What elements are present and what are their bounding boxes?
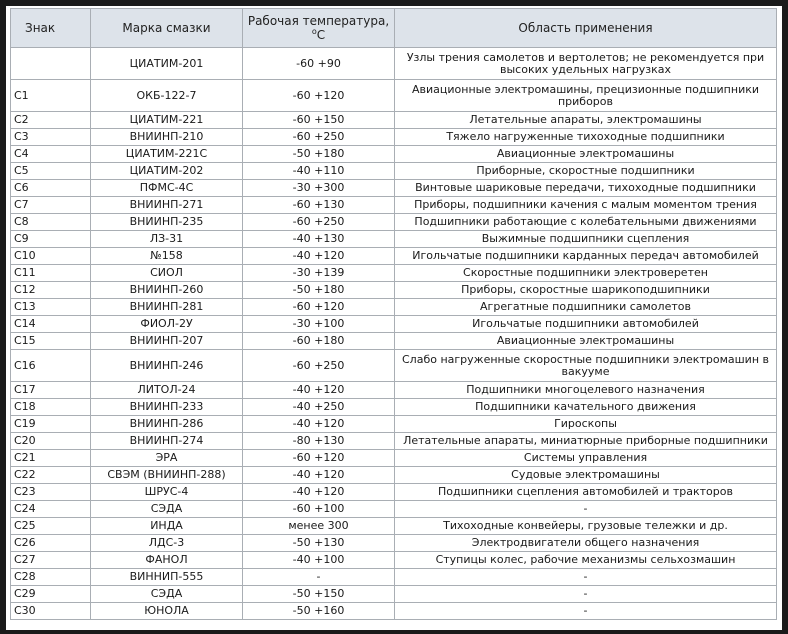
cell-application-area: Игольчатые подшипники карданных передач автомобилей <box>395 248 777 265</box>
cell-sign: С4 <box>11 146 91 163</box>
cell-sign: С28 <box>11 569 91 586</box>
table-row <box>11 501 777 518</box>
cell-brand: ВНИИНП-274 <box>91 433 243 450</box>
cell-sign: С1 <box>11 80 91 112</box>
cell-application-area: Авиационные электромашины <box>395 333 777 350</box>
table-row <box>11 197 777 214</box>
table-row <box>11 450 777 467</box>
cell-sign: С2 <box>11 112 91 129</box>
cell-temperature: -60 +250 <box>243 350 395 382</box>
cell-brand: СИОЛ <box>91 265 243 282</box>
cell-brand: ИНДА <box>91 518 243 535</box>
cell-brand: ЦИАТИМ-201 <box>91 48 243 80</box>
cell-temperature: -60 +120 <box>243 450 395 467</box>
cell-brand: ЦИАТИМ-221С <box>91 146 243 163</box>
cell-sign: С26 <box>11 535 91 552</box>
cell-sign: С13 <box>11 299 91 316</box>
cell-sign: С20 <box>11 433 91 450</box>
header-temperature-label: Рабочая температура, <box>247 14 390 28</box>
cell-temperature: -30 +300 <box>243 180 395 197</box>
cell-temperature: -40 +120 <box>243 382 395 399</box>
cell-sign: С11 <box>11 265 91 282</box>
cell-sign: С7 <box>11 197 91 214</box>
cell-temperature: -50 +180 <box>243 146 395 163</box>
table-row <box>11 282 777 299</box>
cell-sign: С27 <box>11 552 91 569</box>
table-row <box>11 382 777 399</box>
header-application-area: Область применения <box>395 9 777 48</box>
cell-temperature: -40 +120 <box>243 248 395 265</box>
cell-application-area: Игольчатые подшипники автомобилей <box>395 316 777 333</box>
cell-temperature: -60 +250 <box>243 129 395 146</box>
cell-brand: ВНИИНП-246 <box>91 350 243 382</box>
cell-brand: СВЭМ (ВНИИНП-288) <box>91 467 243 484</box>
cell-application-area: Выжимные подшипники сцепления <box>395 231 777 248</box>
cell-application-area: Подшипники многоцелевого назначения <box>395 382 777 399</box>
cell-temperature: -60 +180 <box>243 333 395 350</box>
cell-brand: ВНИИНП-260 <box>91 282 243 299</box>
table-row <box>11 586 777 603</box>
table-row <box>11 214 777 231</box>
table-row <box>11 80 777 112</box>
cell-brand: ВИННИП-555 <box>91 569 243 586</box>
cell-brand: ЛДС-3 <box>91 535 243 552</box>
cell-temperature: -40 +110 <box>243 163 395 180</box>
cell-temperature: -60 +150 <box>243 112 395 129</box>
cell-temperature: -80 +130 <box>243 433 395 450</box>
cell-application-area: - <box>395 586 777 603</box>
cell-temperature: -60 +250 <box>243 214 395 231</box>
cell-brand: СЭДА <box>91 586 243 603</box>
cell-sign: С6 <box>11 180 91 197</box>
table-row <box>11 48 777 80</box>
table-row <box>11 129 777 146</box>
table-row <box>11 399 777 416</box>
table-row <box>11 467 777 484</box>
cell-brand: ЮНОЛА <box>91 603 243 620</box>
cell-sign: С30 <box>11 603 91 620</box>
cell-temperature: - <box>243 569 395 586</box>
table-row <box>11 433 777 450</box>
cell-application-area: Авиационные электромашины <box>395 146 777 163</box>
cell-sign: С25 <box>11 518 91 535</box>
header-brand: Марка смазки <box>91 9 243 48</box>
table-row <box>11 518 777 535</box>
cell-brand: ЭРА <box>91 450 243 467</box>
table-row <box>11 350 777 382</box>
cell-sign: С15 <box>11 333 91 350</box>
header-temperature <box>243 9 395 48</box>
cell-sign: С9 <box>11 231 91 248</box>
cell-brand: ОКБ-122-7 <box>91 80 243 112</box>
table-row <box>11 180 777 197</box>
cell-sign: С12 <box>11 282 91 299</box>
table-row <box>11 484 777 501</box>
cell-application-area: Летательные апараты, электромашины <box>395 112 777 129</box>
table-row <box>11 112 777 129</box>
cell-application-area: Агрегатные подшипники самолетов <box>395 299 777 316</box>
cell-application-area: Приборы, скоростные шарикоподшипники <box>395 282 777 299</box>
header-sign: Знак <box>11 9 91 48</box>
cell-sign: С24 <box>11 501 91 518</box>
cell-brand: ВНИИНП-235 <box>91 214 243 231</box>
cell-temperature: -40 +250 <box>243 399 395 416</box>
cell-brand: №158 <box>91 248 243 265</box>
table-row <box>11 535 777 552</box>
cell-sign: С17 <box>11 382 91 399</box>
cell-sign: С5 <box>11 163 91 180</box>
cell-temperature: -40 +120 <box>243 416 395 433</box>
cell-application-area: Приборные, скоростные подшипники <box>395 163 777 180</box>
cell-sign: С21 <box>11 450 91 467</box>
cell-temperature: -50 +150 <box>243 586 395 603</box>
cell-brand: ШРУС-4 <box>91 484 243 501</box>
cell-brand: ВНИИНП-210 <box>91 129 243 146</box>
cell-brand: ЦИАТИМ-202 <box>91 163 243 180</box>
cell-application-area: - <box>395 501 777 518</box>
table-row <box>11 316 777 333</box>
grease-table <box>10 8 777 620</box>
cell-brand: ЛЗ-31 <box>91 231 243 248</box>
cell-application-area: Узлы трения самолетов и вертолетов; не рекомендуется при высоких удельных нагрузках <box>395 48 777 80</box>
cell-sign: С29 <box>11 586 91 603</box>
cell-application-area: Подшипники работающие с колебательными движениями <box>395 214 777 231</box>
cell-brand: ВНИИНП-233 <box>91 399 243 416</box>
table-row <box>11 333 777 350</box>
cell-application-area: Летательные апараты, миниатюрные приборные подшипники <box>395 433 777 450</box>
table-row <box>11 265 777 282</box>
cell-brand: ФАНОЛ <box>91 552 243 569</box>
cell-sign: С16 <box>11 350 91 382</box>
cell-temperature: -30 +100 <box>243 316 395 333</box>
header-temperature-unit: С <box>316 28 326 42</box>
cell-brand: СЭДА <box>91 501 243 518</box>
cell-brand: ВНИИНП-271 <box>91 197 243 214</box>
cell-temperature: -50 +130 <box>243 535 395 552</box>
cell-sign: С22 <box>11 467 91 484</box>
cell-sign: С14 <box>11 316 91 333</box>
table-row <box>11 416 777 433</box>
cell-application-area: Гироскопы <box>395 416 777 433</box>
cell-temperature: менее 300 <box>243 518 395 535</box>
cell-sign: С18 <box>11 399 91 416</box>
cell-temperature: -30 +139 <box>243 265 395 282</box>
cell-brand: ФИОЛ-2У <box>91 316 243 333</box>
table-row <box>11 146 777 163</box>
header-temperature-degree: о <box>311 27 317 36</box>
cell-sign: С19 <box>11 416 91 433</box>
cell-brand: ЦИАТИМ-221 <box>91 112 243 129</box>
cell-temperature: -50 +180 <box>243 282 395 299</box>
cell-application-area: Электродвигатели общего назначения <box>395 535 777 552</box>
cell-application-area: Подшипники сцепления автомобилей и тракторов <box>395 484 777 501</box>
table-row <box>11 248 777 265</box>
cell-temperature: -60 +120 <box>243 80 395 112</box>
cell-application-area: Подшипники качательного движения <box>395 399 777 416</box>
cell-brand: ПФМС-4С <box>91 180 243 197</box>
cell-application-area: Винтовые шариковые передачи, тихоходные подшипники <box>395 180 777 197</box>
table-row <box>11 569 777 586</box>
cell-application-area: Авиационные электромашины, прецизионные подшипники приборов <box>395 80 777 112</box>
cell-brand: ВНИИНП-286 <box>91 416 243 433</box>
cell-application-area: - <box>395 569 777 586</box>
cell-temperature: -60 +100 <box>243 501 395 518</box>
table-row <box>11 552 777 569</box>
cell-application-area: Судовые электромашины <box>395 467 777 484</box>
table-row <box>11 163 777 180</box>
cell-sign: С3 <box>11 129 91 146</box>
cell-application-area: Слабо нагруженные скоростные подшипники электромашин в вакууме <box>395 350 777 382</box>
cell-application-area: Приборы, подшипники качения с малым моментом трения <box>395 197 777 214</box>
cell-application-area: - <box>395 603 777 620</box>
cell-temperature: -60 +130 <box>243 197 395 214</box>
cell-application-area: Ступицы колес, рабочие механизмы сельхозмашин <box>395 552 777 569</box>
cell-temperature: -40 +120 <box>243 467 395 484</box>
cell-temperature: -60 +90 <box>243 48 395 80</box>
cell-temperature: -60 +120 <box>243 299 395 316</box>
cell-brand: ЛИТОЛ-24 <box>91 382 243 399</box>
cell-temperature: -40 +100 <box>243 552 395 569</box>
cell-application-area: Тихоходные конвейеры, грузовые тележки и др. <box>395 518 777 535</box>
cell-temperature: -40 +130 <box>243 231 395 248</box>
cell-temperature: -40 +120 <box>243 484 395 501</box>
cell-sign: С23 <box>11 484 91 501</box>
cell-sign <box>11 48 91 80</box>
cell-temperature: -50 +160 <box>243 603 395 620</box>
cell-sign: С10 <box>11 248 91 265</box>
cell-application-area: Скоростные подшипники электроверетен <box>395 265 777 282</box>
table-row <box>11 231 777 248</box>
table-header-row <box>11 9 777 48</box>
cell-application-area: Системы управления <box>395 450 777 467</box>
table-row <box>11 299 777 316</box>
table-row <box>11 603 777 620</box>
cell-brand: ВНИИНП-281 <box>91 299 243 316</box>
cell-application-area: Тяжело нагруженные тихоходные подшипники <box>395 129 777 146</box>
cell-brand: ВНИИНП-207 <box>91 333 243 350</box>
cell-sign: С8 <box>11 214 91 231</box>
